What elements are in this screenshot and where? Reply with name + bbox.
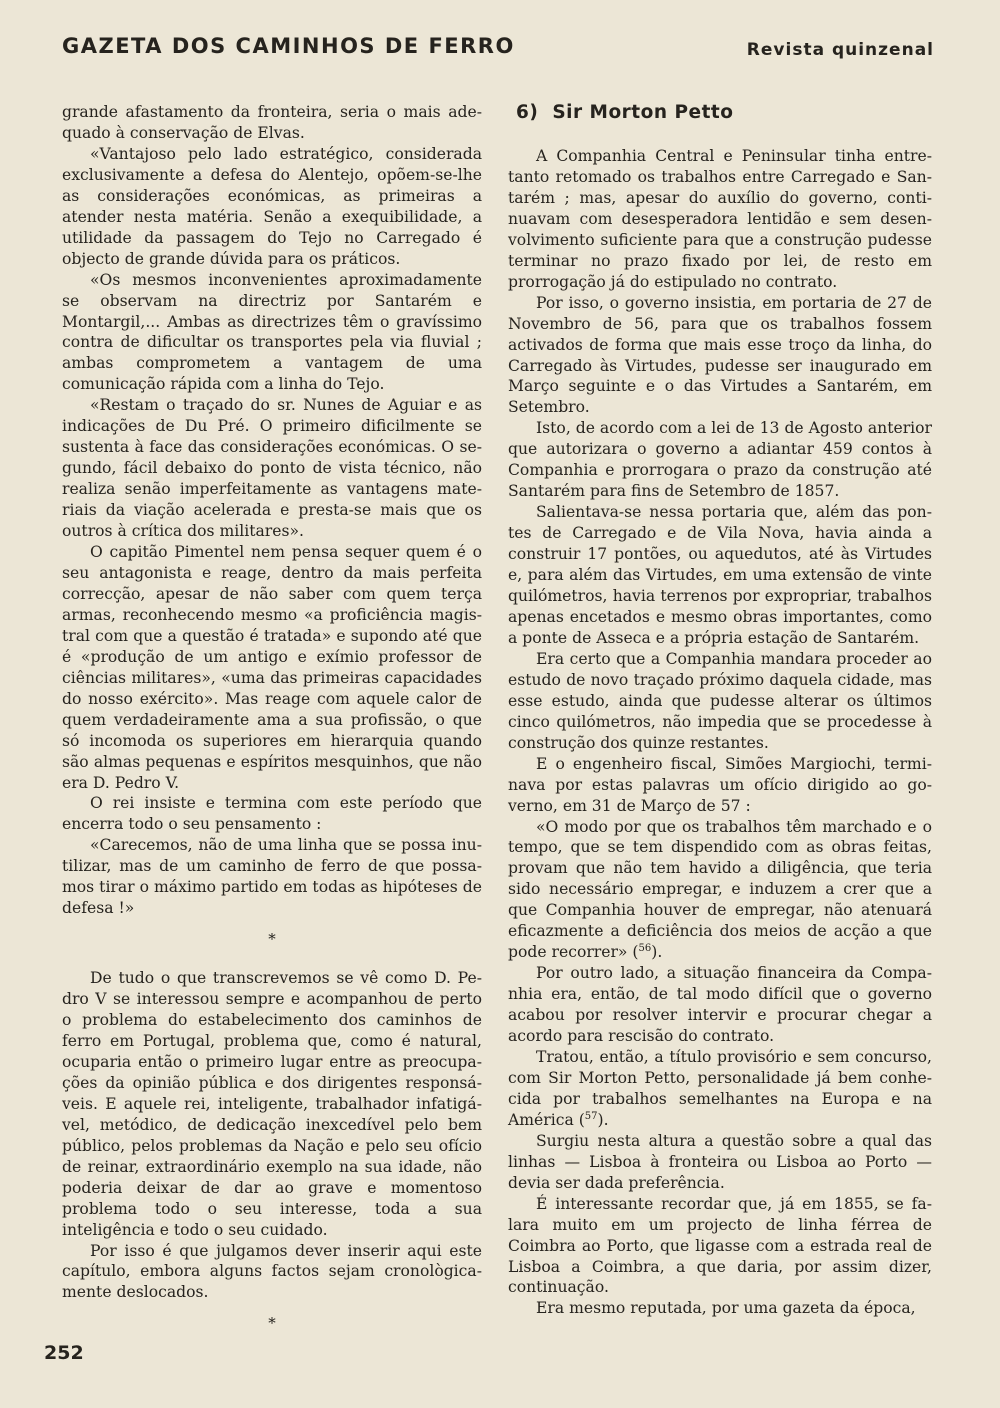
paragraph: Surgiu nesta altura a questão sobre a qual das linhas — Lisboa à fronteira ou Lisboa ao Porto — devia ser dada preferência. (508, 1131, 932, 1192)
left-column (62, 102, 482, 1352)
right-column (508, 102, 932, 1319)
running-title: GAZETA DOS CAMINHOS DE FERRO (62, 34, 515, 58)
paragraph: «Restam o traçado do sr. Nunes de Aguiar e as indicações de Du Pré. O primeiro dificilmente se sustenta à face das considerações económicas. O segundo, fácil debaixo do ponto de vista técnico, não realiza senão imperfeitamente as vantagens materiais da viação acelerada e presta-se mais que os outros à crítica dos militares». (62, 396, 482, 541)
section-heading (516, 102, 932, 124)
paragraph (508, 1047, 932, 1131)
section-title: Sir Morton Petto (552, 102, 734, 123)
page-number: 252 (44, 1342, 84, 1364)
paragraph: O capitão Pimentel nem pensa sequer quem é o seu antagonista e reage, dentro da mais perfeita correcção, apesar de não saber com quem terça armas, reconhecendo mesmo «a proficiência magistral com que a questão é tratada» e supondo até que é «produção de um antigo e exímio professor de ciências militares», «uma das primeiras capacidades do nosso exército». Mas reage com aquele calor de quem verdadeiramente ama a sua profissão, o que só incomoda os superiores em hierarquia quando são almas pequenas e espíritos mesquinhos, que não era D. Pedro V. (62, 543, 482, 792)
paragraph (508, 817, 932, 964)
paragraph: O rei insiste e termina com este período que encerra todo o seu pensamento : (62, 794, 482, 834)
running-subtitle: Revista quinzenal (746, 40, 934, 60)
paragraph: Por isso, o governo insistia, em portaria de 27 de Novembro de 56, para que os trabalhos fossem activados de forma que mais esse troço da linha, do Carregado às Virtudes, pudesse ser inaugurado em Março seguinte e o das Virtudes a Santarém, em Setembro. (508, 293, 932, 417)
paragraph: «Os mesmos inconvenientes aproximadamente se observam na directriz por Santarém e Montargil,... Ambas as directrizes têm o gravíssimo contra de dificultar os transportes pela via fluvial ; ambas comprometem a vantagem de uma comunicação rápida com a linha do Tejo. (62, 270, 482, 394)
section-ornament: * (268, 1314, 276, 1333)
paragraph: Isto, de acordo com a lei de 13 de Agosto anterior que autorizara o governo a adiantar 459 contos à Companhia e prorrogara o prazo da construção até Santarém para fins de Setembro de 1857. (508, 419, 932, 501)
paragraph-end: ). (597, 1110, 609, 1129)
footnote-ref: 56 (638, 943, 652, 955)
paragraph: É interessante recordar que, já em 1855, se falara muito em um projecto de linha férrea de Coimbra ao Porto, que ligasse com a estrada real de Lisboa a Coimbra, a que daria, por assim dizer, continuação. (508, 1194, 932, 1297)
quote-text: «O modo por que os trabalhos têm marchado e o tempo, que se tem dispendido com as obras feitas, provam que não tem havido a diligência, que teria sido necessário empregar, e induzem a crer que a que Companhia houver de empregar, não atenuará eficazmente a deficiência dos meios de acção a que pode recorrer» ( (508, 817, 932, 962)
paragraph: Por outro lado, a situação financeira da Companhia era, então, de tal modo difícil que o governo acabou por resolver intervir e procurar chegar a acordo para rescisão do contrato. (508, 964, 932, 1046)
quote-end: ). (651, 943, 663, 962)
paragraph: E o engenheiro fiscal, Simões Margiochi, terminava por estas palavras um ofício dirigido ao governo, em 31 de Março de 57 : (508, 754, 932, 815)
paragraph: Era certo que a Companhia mandara proceder ao estudo de novo traçado próximo daquela cidade, mas esse estudo, ainda que pudesse alterar os últimos cinco quilómetros, não impedia que se procedesse à construção dos quinze restantes. (508, 649, 932, 752)
paragraph: De tudo o que transcrevemos se vê como D. Pedro V se interessou sempre e acompanhou de perto o problema do estabelecimento dos caminhos de ferro em Portugal, problema que, como é natural, ocuparia então o primeiro lugar entre as preocupações da opinião pública e dos dirigentes responsáveis. E aquele rei, inteligente, trabalhador infatigável, metódico, de dedicação inexcedível pelo bem público, pelos problemas da Nação e pelo seu ofício de reinar, extraordinário exemplo na sua idade, não poderia deixar de dar ao grave e momentoso problema todo o seu interesse, toda a sua inteligência e todo o seu cuidado. (62, 969, 482, 1239)
section-ornament: * (268, 930, 276, 949)
section-number: 6) (516, 102, 539, 123)
paragraph: Era mesmo reputada, por uma gazeta da época, (536, 1299, 916, 1318)
paragraph-text: Tratou, então, a título provisório e sem concurso, com Sir Morton Petto, personalidade já bem conhecida por trabalhos semelhantes na Europa e na América ( (508, 1047, 932, 1129)
paragraph: Por isso é que julgamos dever inserir aqui este capítulo, embora alguns factos sejam cronològicamente deslocados. (62, 1241, 482, 1302)
paragraph: Salientava-se nessa portaria que, além das pontes de Carregado e de Vila Nova, havia ainda a construir 17 pontões, ou aquedutos, até às Virtudes e, para além das Virtudes, em uma extensão de vinte quilómetros, havia terrenos por expropriar, trabalhos apenas encetados e mesmo obras importantes, como a ponte de Asseca e a própria estação de Santarém. (508, 503, 932, 647)
paragraph: grande afastamento da fronteira, seria o mais adequado à conservação de Elvas. (62, 103, 482, 142)
footnote-ref: 57 (584, 1110, 598, 1122)
paragraph: A Companhia Central e Peninsular tinha entretanto retomado os trabalhos entre Carregado e Santarém ; mas, apesar do auxílio do governo, continuavam com desesperadora lentidão e sem desenvolvimento suficiente para que a construção pudesse terminar no prazo fixado por lei, de resto em prorrogação já do estipulado no contrato. (508, 147, 932, 291)
paragraph: «Carecemos, não de uma linha que se possa inutilizar, mas de um caminho de ferro de que possamos tirar o máximo partido em todas as hipóteses de defesa !» (62, 836, 482, 918)
paragraph: «Vantajoso pelo lado estratégico, considerada exclusivamente a defesa do Alentejo, opõem-se-lhe as considerações económicas, as primeiras a atender nesta matéria. Senão a exequibilidade, a utilidade da passagem do Tejo no Carregado é objecto de grande dúvida para os práticos. (62, 144, 482, 268)
